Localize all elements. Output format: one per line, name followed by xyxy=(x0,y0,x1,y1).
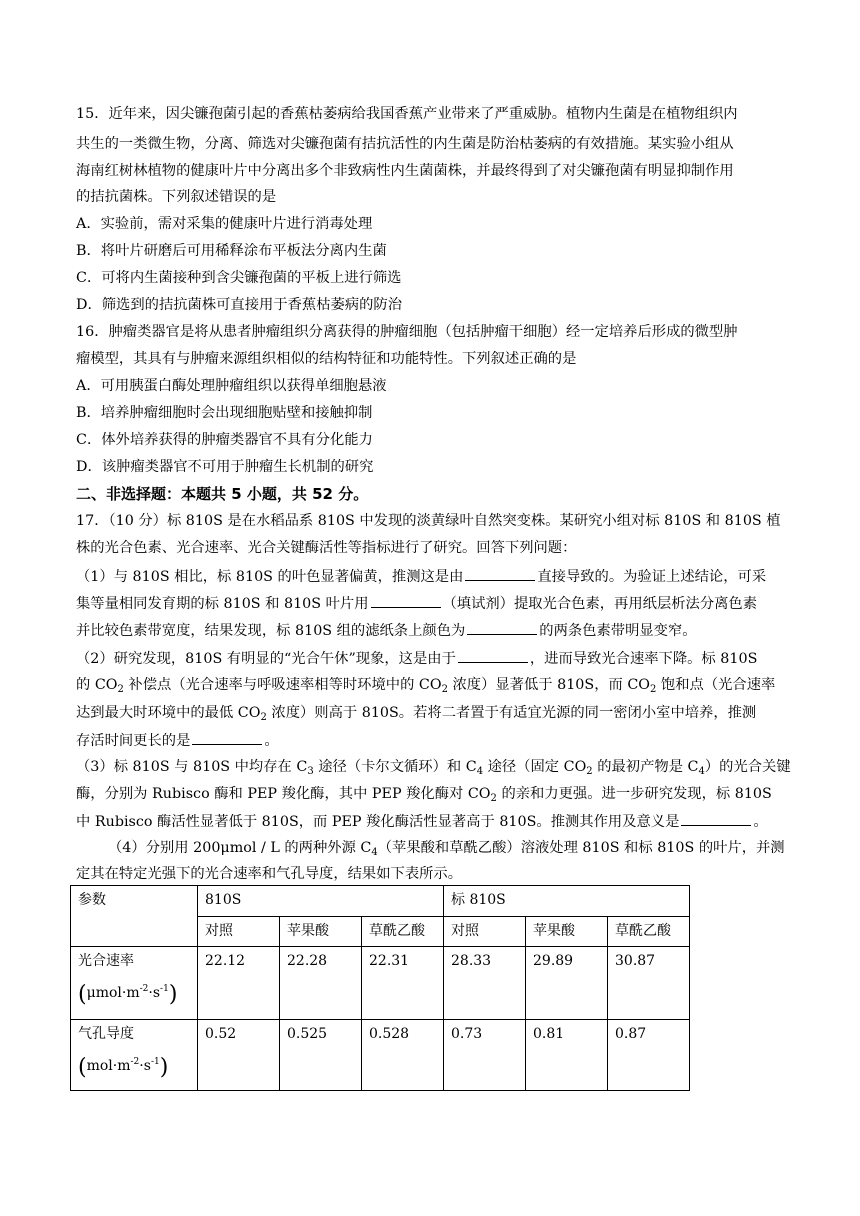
table-cell: 22.28 xyxy=(280,947,362,1020)
q17-intro-line2: 株的光合色素、光合速率、光合关键酶活性等指标进行了研究。回答下列问题： xyxy=(76,540,577,556)
q17-part1-line1: （1）与 810S 相比，标 810S 的叶色显著偏黄，推测这是由 直接导致的。为验证上述结论，可采 xyxy=(76,566,766,587)
q15-option-d: D．筛选到的拮抗菌株可直接用于香蕉枯萎病的防治 xyxy=(76,297,402,313)
q17-part4-line2: 定其在特定光强下的光合速率和气孔导度，结果如下表所示。 xyxy=(76,866,463,882)
group-header-810s: 810S xyxy=(198,886,444,917)
results-table xyxy=(70,885,690,1091)
table-cell: 0.73 xyxy=(444,1020,526,1091)
q17-part2-line3: 达到最大时环境中的最低 $CO_2$ 浓度）则高于 810S。若将二者置于有适宜光源的同一密闭小室中培养，推测 xyxy=(76,705,757,723)
q15-stem-line2: 共生的一类微生物，分离、筛选对尖镰孢菌有拮抗活性的内生菌是防治枯萎病的有效措施。某实验小组从 xyxy=(76,136,734,152)
table-cell: 30.87 xyxy=(608,947,690,1020)
q15-option-b: B．将叶片研磨后可用稀释涂布平板法分离内生菌 xyxy=(76,243,387,259)
q15-stem-line3: 海南红树林植物的健康叶片中分离出多个非致病性内生菌菌株，并最终得到了对尖镰孢菌有明显抑制作用 xyxy=(76,163,734,179)
table-cell: 0.52 xyxy=(198,1020,280,1091)
answer-blank-2[interactable] xyxy=(371,593,441,608)
subheader-cell: 对照 xyxy=(198,916,280,947)
q17-part3-line2: 酶，分别为 Rubisco 酶和 PEP 羧化酶，其中 PEP 羧化酶对 $CO_2$ 的亲和力更强。进一步研究发现，标 810S xyxy=(76,786,772,804)
param-header: 参数 xyxy=(71,886,198,947)
answer-blank-6[interactable] xyxy=(681,811,751,826)
table-cell: 22.31 xyxy=(362,947,444,1020)
answer-blank-1[interactable] xyxy=(465,566,535,581)
q17-part2-line4: 存活时间更长的是 。 xyxy=(76,730,279,751)
subheader-cell: 对照 xyxy=(444,916,526,947)
answer-blank-4[interactable] xyxy=(458,648,528,663)
table-cell: 0.87 xyxy=(608,1020,690,1091)
table-cell: 28.33 xyxy=(444,947,526,1020)
subheader-cell: 苹果酸 xyxy=(526,916,608,947)
unit-label: $(\mu mol\cdot m^{-2}\cdot s^{-1})$ xyxy=(78,982,178,1007)
q17-part2-line1: （2）研究发现，810S 有明显的“光合午休”现象，这是由于 ，进而导致光合速率下降。标 810S xyxy=(76,648,757,669)
table-header-row xyxy=(71,886,690,917)
subheader-cell: 草酰乙酸 xyxy=(362,916,444,947)
q17-intro-line1: 17．（10 分）标 810S 是在水稻品系 810S 中发现的淡黄绿叶自然突变株。某研究小组对标 810S 和 810S 植 xyxy=(76,513,781,529)
q16-option-a: A．可用胰蛋白酶处理肿瘤组织以获得单细胞悬液 xyxy=(76,378,387,394)
q15-stem-line1: 15．近年来，因尖镰孢菌引起的香蕉枯萎病给我国香蕉产业带来了严重威胁。植物内生菌是在植物组织内 xyxy=(76,106,738,122)
q17-part3-line3: 中 Rubisco 酶活性显著低于 810S，而 PEP 羧化酶活性显著高于 810S。推测其作用及意义是 。 xyxy=(76,811,768,832)
q15-option-a: A．实验前，需对采集的健康叶片进行消毒处理 xyxy=(76,216,373,232)
row-label-photosynthesis-rate: 光合速率 $(\mu mol\cdot m^{-2}\cdot s^{-1})$ xyxy=(71,947,198,1020)
q16-option-b: B．培养肿瘤细胞时会出现细胞贴壁和接触抑制 xyxy=(76,405,373,421)
table-row xyxy=(71,1020,690,1091)
q16-stem-line1: 16．肿瘤类器官是将从患者肿瘤组织分离获得的肿瘤细胞（包括肿瘤干细胞）经一定培养后形成的微型肿 xyxy=(76,324,738,340)
subheader-cell: 草酰乙酸 xyxy=(608,916,690,947)
answer-blank-5[interactable] xyxy=(192,730,262,745)
q17-part1-line3: 并比较色素带宽度，结果发现，标 810S 组的滤纸条上颜色为 的两条色素带明显变窄。 xyxy=(76,620,697,641)
table-cell: 22.12 xyxy=(198,947,280,1020)
q16-stem-line2: 瘤模型，其具有与肿瘤来源组织相似的结构特征和功能特性。下列叙述正确的是 xyxy=(76,351,577,367)
table-cell: 0.528 xyxy=(362,1020,444,1091)
q17-part3-line1: （3）标 810S 与 810S 中均存在 $C_3$ 途径（卡尔文循环）和 $C_4$ 途径（固定 $CO_2$ 的最初产物是 $C_4$）的光合关键 xyxy=(76,759,791,777)
q17-part2-line2: 的 $CO_2$ 补偿点（光合速率与呼吸速率相等时环境中的 $CO_2$ 浓度）显著低于 810S，而 $CO_2$ 饱和点（光合速率 xyxy=(76,677,776,695)
subheader-cell: 苹果酸 xyxy=(280,916,362,947)
group-header-biao-810s: 标 810S xyxy=(444,886,690,917)
q17-part1-line2: 集等量相同发育期的标 810S 和 810S 叶片用 （填试剂）提取光合色素，再用纸层析法分离色素 xyxy=(76,593,757,614)
table-cell: 0.525 xyxy=(280,1020,362,1091)
unit-label: $(mol\cdot m^{-2}\cdot s^{-1})$ xyxy=(78,1055,169,1080)
q16-option-d: D．该肿瘤类器官不可用于肿瘤生长机制的研究 xyxy=(76,459,374,475)
q15-stem-line4: 的拮抗菌株。下列叙述错误的是 xyxy=(76,189,277,205)
q15-option-c: C．可将内生菌接种到含尖镰孢菌的平板上进行筛选 xyxy=(76,270,402,286)
q17-part4-line1: （4）分别用 200μmol / L 的两种外源 $C_4$（苹果酸和草酰乙酸）溶液处理 810S 和标 810S 的叶片，并测 xyxy=(108,840,785,858)
table-cell: 0.81 xyxy=(526,1020,608,1091)
table-row xyxy=(71,947,690,1020)
answer-blank-3[interactable] xyxy=(467,620,537,635)
row-label-stomatal-conductance: 气孔导度 $(mol\cdot m^{-2}\cdot s^{-1})$ xyxy=(71,1020,198,1091)
q16-option-c: C．体外培养获得的肿瘤类器官不具有分化能力 xyxy=(76,432,373,448)
table-cell: 29.89 xyxy=(526,947,608,1020)
section-heading: 二、非选择题：本题共 5 小题，共 52 分。 xyxy=(76,485,369,503)
